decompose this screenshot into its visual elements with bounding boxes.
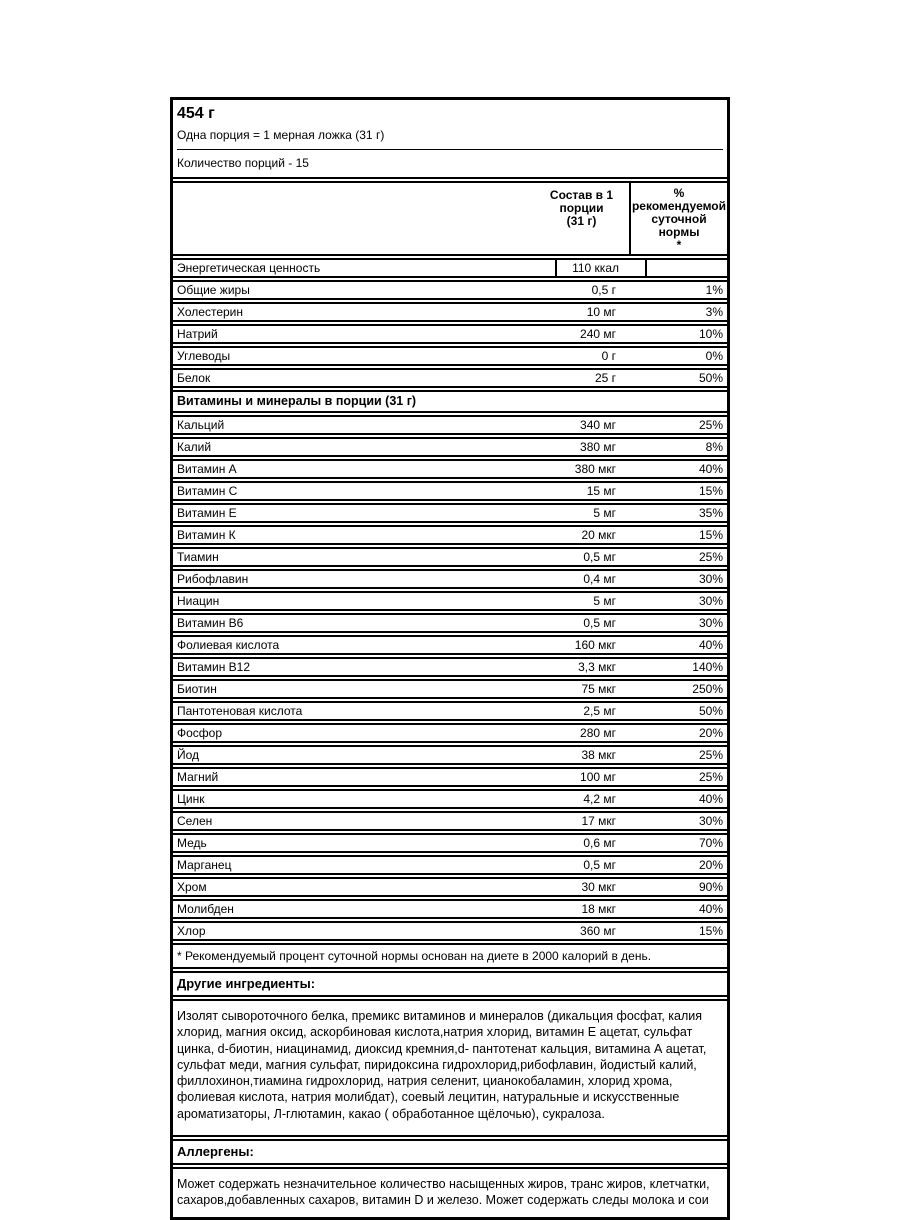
- vitamin-name: Пантотеновая кислота: [177, 704, 303, 718]
- vitamin-dv: 20%: [698, 858, 723, 872]
- vitamin-dv: 140%: [692, 660, 723, 674]
- nutrient-dv: 0%: [705, 349, 723, 363]
- vitamin-amount: 380 мкг: [574, 462, 616, 476]
- header-spacer: [173, 183, 534, 254]
- vitamin-amount: 20 мкг: [581, 528, 616, 542]
- vitamin-amount: 280 мг: [580, 726, 616, 740]
- table-row: [173, 789, 727, 809]
- nutrient-dv: [647, 260, 723, 276]
- nutrient-dv: 10%: [698, 327, 723, 341]
- vitamin-name: Йод: [177, 748, 200, 762]
- vitamin-dv: 20%: [698, 726, 723, 740]
- other-ingredients-title: Другие ингредиенты:: [173, 971, 727, 997]
- net-weight: 454 г: [177, 105, 215, 122]
- table-row: [173, 833, 727, 853]
- vitamin-name: Марганец: [177, 858, 232, 872]
- column-header-daily-value: % рекомендуемой суточной нормы *: [629, 183, 727, 254]
- allergens-text: Может содержать незначительное количество насыщенных жиров, транс жиров, клетчатки, сахаров,добавленных сахаров, витамин D и железо. Может содержать следы молока и сои: [173, 1167, 727, 1217]
- nutrient-amount: 0,5 г: [591, 283, 616, 297]
- vitamin-amount: 3,3 мкг: [578, 660, 616, 674]
- serving-size-text: Одна порция = 1 мерная ложка (31 г): [177, 128, 385, 142]
- vitamin-dv: 70%: [698, 836, 723, 850]
- vitamin-amount: 100 мг: [580, 770, 616, 784]
- vitamin-name: Фосфор: [177, 726, 223, 740]
- vitamin-name: Фолиевая кислота: [177, 638, 280, 652]
- nutrient-dv: 50%: [698, 371, 723, 385]
- table-row: [173, 899, 727, 919]
- nutrient-dv: 3%: [705, 305, 723, 319]
- product-info-block: [173, 100, 727, 179]
- vitamin-dv: 40%: [698, 902, 723, 916]
- vitamin-dv: 40%: [698, 792, 723, 806]
- table-row: [173, 679, 727, 699]
- table-row: [173, 811, 727, 831]
- table-row: [173, 346, 727, 366]
- table-row: [173, 324, 727, 344]
- vitamin-dv: 40%: [698, 638, 723, 652]
- table-row: [173, 569, 727, 589]
- vitamin-name: Витамин Е: [177, 506, 237, 520]
- table-row: [173, 302, 727, 322]
- vitamin-dv: 25%: [698, 550, 723, 564]
- vitamin-amount: 0,4 мг: [583, 572, 616, 586]
- vitamin-name: Витамин В12: [177, 660, 251, 674]
- vitamin-dv: 25%: [698, 770, 723, 784]
- table-row: [173, 280, 727, 300]
- nutrient-name: Белок: [177, 371, 211, 385]
- table-header-row: [173, 181, 727, 256]
- table-row: [173, 437, 727, 457]
- nutrition-label-panel: [170, 97, 730, 1220]
- vitamin-dv: 30%: [698, 594, 723, 608]
- vitamin-name: Ниацин: [177, 594, 220, 608]
- vitamin-dv: 8%: [705, 440, 723, 454]
- table-row: [173, 613, 727, 633]
- vitamin-amount: 75 мкг: [581, 682, 616, 696]
- vitamin-amount: 340 мг: [580, 418, 616, 432]
- vitamin-dv: 15%: [698, 924, 723, 938]
- nutrient-name: Углеводы: [177, 349, 231, 363]
- vitamin-name: Кальций: [177, 418, 225, 432]
- table-row: [173, 547, 727, 567]
- vitamin-amount: 5 мг: [593, 594, 616, 608]
- vitamin-amount: 4,2 мг: [583, 792, 616, 806]
- nutrient-dv: 1%: [705, 283, 723, 297]
- vitamin-amount: 380 мг: [580, 440, 616, 454]
- vitamin-name: Хром: [177, 880, 207, 894]
- vitamin-name: Витамин С: [177, 484, 238, 498]
- vitamin-amount: 30 мкг: [581, 880, 616, 894]
- table-row: [173, 767, 727, 787]
- vitamin-name: Молибден: [177, 902, 234, 916]
- vitamin-name: Хлор: [177, 924, 206, 938]
- table-row: [173, 591, 727, 611]
- table-row: [173, 635, 727, 655]
- table-row: [173, 503, 727, 523]
- vitamin-amount: 17 мкг: [581, 814, 616, 828]
- vitamin-dv: 25%: [698, 418, 723, 432]
- nutrient-amount: 110 ккал: [555, 260, 647, 276]
- nutrient-rows-group: [173, 280, 727, 388]
- vitamin-name: Тиамин: [177, 550, 219, 564]
- servings-count-text: Количество порций - 15: [177, 149, 723, 177]
- vitamin-dv: 40%: [698, 462, 723, 476]
- nutrient-amount: 0 г: [601, 349, 616, 363]
- vitamin-name: Селен: [177, 814, 213, 828]
- vitamin-dv: 25%: [698, 748, 723, 762]
- vitamin-dv: 15%: [698, 484, 723, 498]
- table-row-energy: [173, 258, 727, 278]
- table-row: [173, 723, 727, 743]
- vitamin-dv: 35%: [698, 506, 723, 520]
- vitamin-amount: 2,5 мг: [583, 704, 616, 718]
- table-row: [173, 459, 727, 479]
- vitamin-name: Рибофлавин: [177, 572, 249, 586]
- vitamin-dv: 250%: [692, 682, 723, 696]
- nutrient-name: Энергетическая ценность: [177, 261, 321, 275]
- nutrient-amount: 240 мг: [580, 327, 616, 341]
- nutrient-amount: 25 г: [594, 371, 616, 385]
- vitamin-amount: 0,6 мг: [583, 836, 616, 850]
- table-row: [173, 657, 727, 677]
- table-row: [173, 701, 727, 721]
- table-row: [173, 481, 727, 501]
- vitamin-amount: 38 мкг: [581, 748, 616, 762]
- vitamin-name: Биотин: [177, 682, 217, 696]
- nutrient-name: Натрий: [177, 327, 218, 341]
- vitamin-name: Витамин К: [177, 528, 236, 542]
- vitamin-dv: 30%: [698, 814, 723, 828]
- allergens-title: Аллергены:: [173, 1139, 727, 1165]
- column-header-amount: Состав в 1 порции (31 г): [549, 188, 614, 228]
- other-ingredients-text: Изолят сывороточного белка, премикс витаминов и минералов (дикальция фосфат, калия хлорид, магния оксид, аскорбиновая кислота,натрия хлорид, витамин Е ацетат, сульфат цинка, d-биотин, ниацинамид, диоксид кремния,d- пантотенат кальция, витамина А ацетат, сульфат меди, магния сульфат, пиридоксина гидрохлорид,рибофлавин, йодистый калий, филлохинон,тиамина гидрохлорид, натрия селенит, цианокобаламин, хлорид хрома, фолиевая кислота, натрия молибдат), соевый лецитин, натуральные и искусственные ароматизаторы, Л-глютамин, какао ( обработанное щёлочью), сукралоза.: [173, 999, 727, 1137]
- vitamin-dv: 30%: [698, 616, 723, 630]
- vitamin-amount: 15 мг: [586, 484, 616, 498]
- vitamin-dv: 50%: [698, 704, 723, 718]
- vitamin-amount: 0,5 мг: [583, 616, 616, 630]
- vitamin-amount: 160 мкг: [574, 638, 616, 652]
- vitamin-name: Магний: [177, 770, 219, 784]
- vitamin-name: Витамин В6: [177, 616, 244, 630]
- vitamin-dv: 15%: [698, 528, 723, 542]
- vitamin-name: Витамин А: [177, 462, 237, 476]
- table-row: [173, 745, 727, 765]
- vitamin-amount: 18 мкг: [581, 902, 616, 916]
- vitamin-rows-group: [173, 415, 727, 941]
- vitamin-amount: 5 мг: [593, 506, 616, 520]
- vitamin-amount: 360 мг: [580, 924, 616, 938]
- vitamin-name: Медь: [177, 836, 207, 850]
- table-row: [173, 525, 727, 545]
- table-row: [173, 855, 727, 875]
- table-row: [173, 415, 727, 435]
- vitamins-section-title: Витамины и минералы в порции (31 г): [173, 390, 727, 413]
- vitamin-dv: 30%: [698, 572, 723, 586]
- vitamin-amount: 0,5 мг: [583, 858, 616, 872]
- vitamin-name: Цинк: [177, 792, 205, 806]
- table-row: [173, 877, 727, 897]
- table-row: [173, 921, 727, 941]
- nutrient-amount: 10 мг: [586, 305, 616, 319]
- nutrient-name: Холестерин: [177, 305, 243, 319]
- nutrient-name: Общие жиры: [177, 283, 250, 297]
- table-row: [173, 368, 727, 388]
- vitamin-name: Калий: [177, 440, 212, 454]
- vitamin-amount: 0,5 мг: [583, 550, 616, 564]
- vitamin-dv: 90%: [698, 880, 723, 894]
- daily-value-footnote: * Рекомендуемый процент суточной нормы основан на диете в 2000 калорий в день.: [173, 943, 727, 969]
